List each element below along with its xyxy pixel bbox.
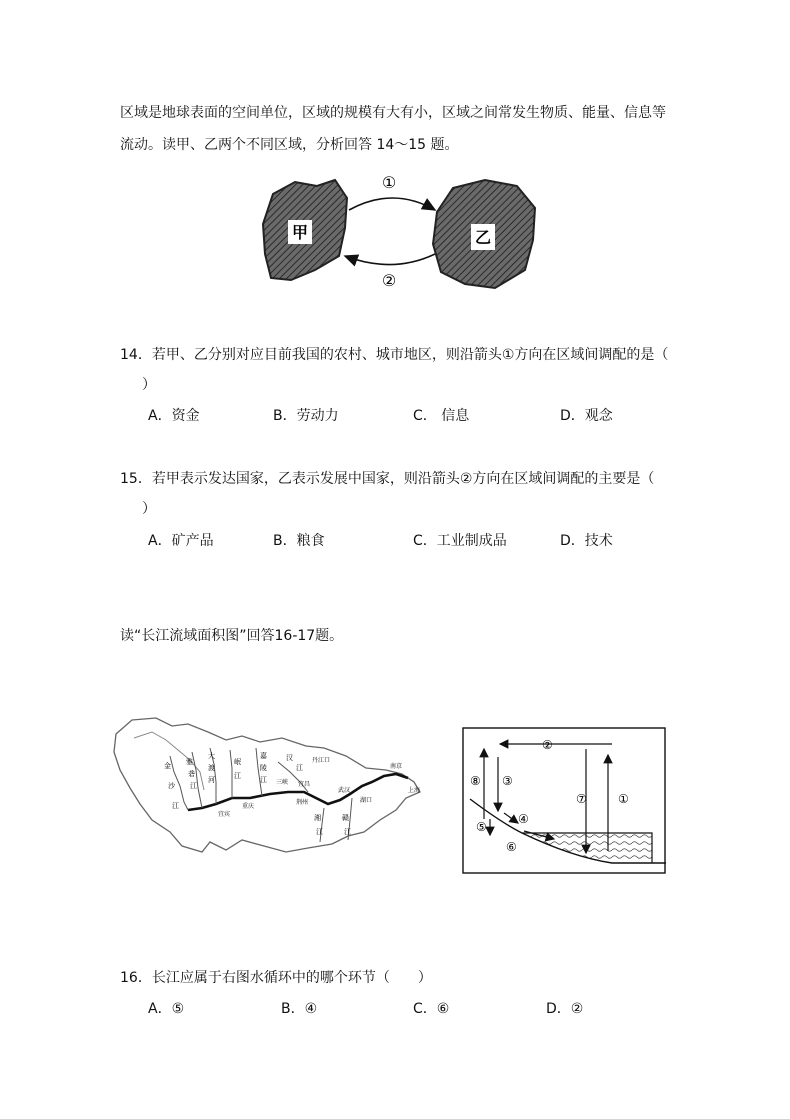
cycle-label-1: ① xyxy=(618,792,629,806)
map-label: 沙 xyxy=(168,782,175,790)
region-b-label: 乙 xyxy=(474,228,492,247)
q16-option-c[interactable]: C．⑥ xyxy=(413,1001,450,1017)
map-label: 江 xyxy=(344,828,351,836)
q15-options xyxy=(0,530,790,550)
cycle-label-2: ② xyxy=(542,738,553,752)
q14-options xyxy=(0,405,790,425)
map-label: 丹江口 xyxy=(312,757,331,764)
map-label: 江 xyxy=(172,802,179,810)
map-label: 上海 xyxy=(408,787,421,794)
arrow-1-line xyxy=(349,198,435,210)
q15-option-d[interactable]: D．技术 xyxy=(560,533,613,549)
map-label: 赣 xyxy=(342,814,349,822)
q15-stem-close: ） xyxy=(142,501,156,517)
cycle-label-8: ⑧ xyxy=(470,774,481,788)
q15-option-c[interactable]: C．工业制成品 xyxy=(413,533,507,549)
map-label: 宜昌 xyxy=(298,781,311,788)
map-label: 荆州 xyxy=(296,799,309,806)
map-label: 南京 xyxy=(390,763,403,770)
arrow-2-label: ② xyxy=(381,271,397,290)
map-label: 江 xyxy=(260,776,267,784)
q15-stem: 15．若甲表示发达国家，乙表示发展中国家，则沿箭头②方向在区域间调配的主要是（ xyxy=(120,471,655,487)
map-label: 嘉 xyxy=(260,752,267,760)
region-a-label: 甲 xyxy=(291,223,309,242)
map-label: 江 xyxy=(316,828,323,836)
intro-line-2: 流动。读甲、乙两个不同区域，分析回答 14～15 题。 xyxy=(120,137,459,153)
cycle-label-7: ⑦ xyxy=(576,792,587,806)
q14-option-b[interactable]: B．劳动力 xyxy=(273,408,339,424)
min-river xyxy=(230,750,232,798)
q14-option-a[interactable]: A．资金 xyxy=(148,408,200,424)
q14-stem-close: ） xyxy=(142,377,156,393)
region-exchange-figure xyxy=(255,168,545,298)
map-label: 汉 xyxy=(286,754,293,762)
read-prompt: 读“长江流域面积图”回答16-17题。 xyxy=(120,628,344,644)
map-label: 砻 xyxy=(188,770,195,778)
yalong-river xyxy=(192,752,202,808)
map-label: 渡 xyxy=(208,764,215,772)
map-label: 江 xyxy=(234,772,241,780)
cycle-label-6: ⑥ xyxy=(506,840,517,854)
map-label: 重庆 xyxy=(242,803,255,810)
q16-option-b[interactable]: B．④ xyxy=(281,1001,318,1017)
map-label: 大 xyxy=(208,752,215,760)
q16-option-a[interactable]: A．⑤ xyxy=(148,1001,185,1017)
q14-option-c[interactable]: C． 信息 xyxy=(413,408,470,424)
cycle-label-5: ⑤ xyxy=(476,820,487,834)
water-cycle-diagram xyxy=(462,727,667,875)
map-label: 江 xyxy=(190,782,197,790)
map-label: 陵 xyxy=(260,764,267,772)
q14-option-d[interactable]: D．观念 xyxy=(560,408,613,424)
q14-stem: 14．若甲、乙分别对应目前我国的农村、城市地区，则沿箭头①方向在区域间调配的是（ xyxy=(120,347,669,363)
q16-stem: 16．长江应属于右图水循环中的哪个环节（ ） xyxy=(120,970,432,986)
map-label: 三峡 xyxy=(276,779,289,786)
intro-line-1: 区域是地球表面的空间单位，区域的规模有大有小，区域之间常发生物质、能量、信息等 xyxy=(120,105,666,121)
map-label: 河 xyxy=(208,776,215,784)
basin-outline xyxy=(114,718,420,852)
q15-option-a[interactable]: A．矿产品 xyxy=(148,533,214,549)
map-label: 武汉 xyxy=(338,787,351,794)
q16-options xyxy=(0,998,790,1018)
map-label: 岷 xyxy=(234,758,241,766)
cycle-label-3: ③ xyxy=(502,774,513,788)
cycle-label-4: ④ xyxy=(518,812,529,826)
q16-option-d[interactable]: D．② xyxy=(546,1001,584,1017)
yangtze-basin-map xyxy=(110,712,430,862)
map-label: 宜宾 xyxy=(218,811,231,818)
map-label: 金 xyxy=(164,762,171,770)
map-label: 湖口 xyxy=(360,797,373,804)
map-label: 雅 xyxy=(186,758,193,766)
arrow-1-label: ① xyxy=(381,173,397,192)
arrow-2-line xyxy=(345,254,435,265)
q15-option-b[interactable]: B．粮食 xyxy=(273,533,325,549)
map-label: 江 xyxy=(296,764,303,772)
map-label: 湘 xyxy=(314,814,321,822)
